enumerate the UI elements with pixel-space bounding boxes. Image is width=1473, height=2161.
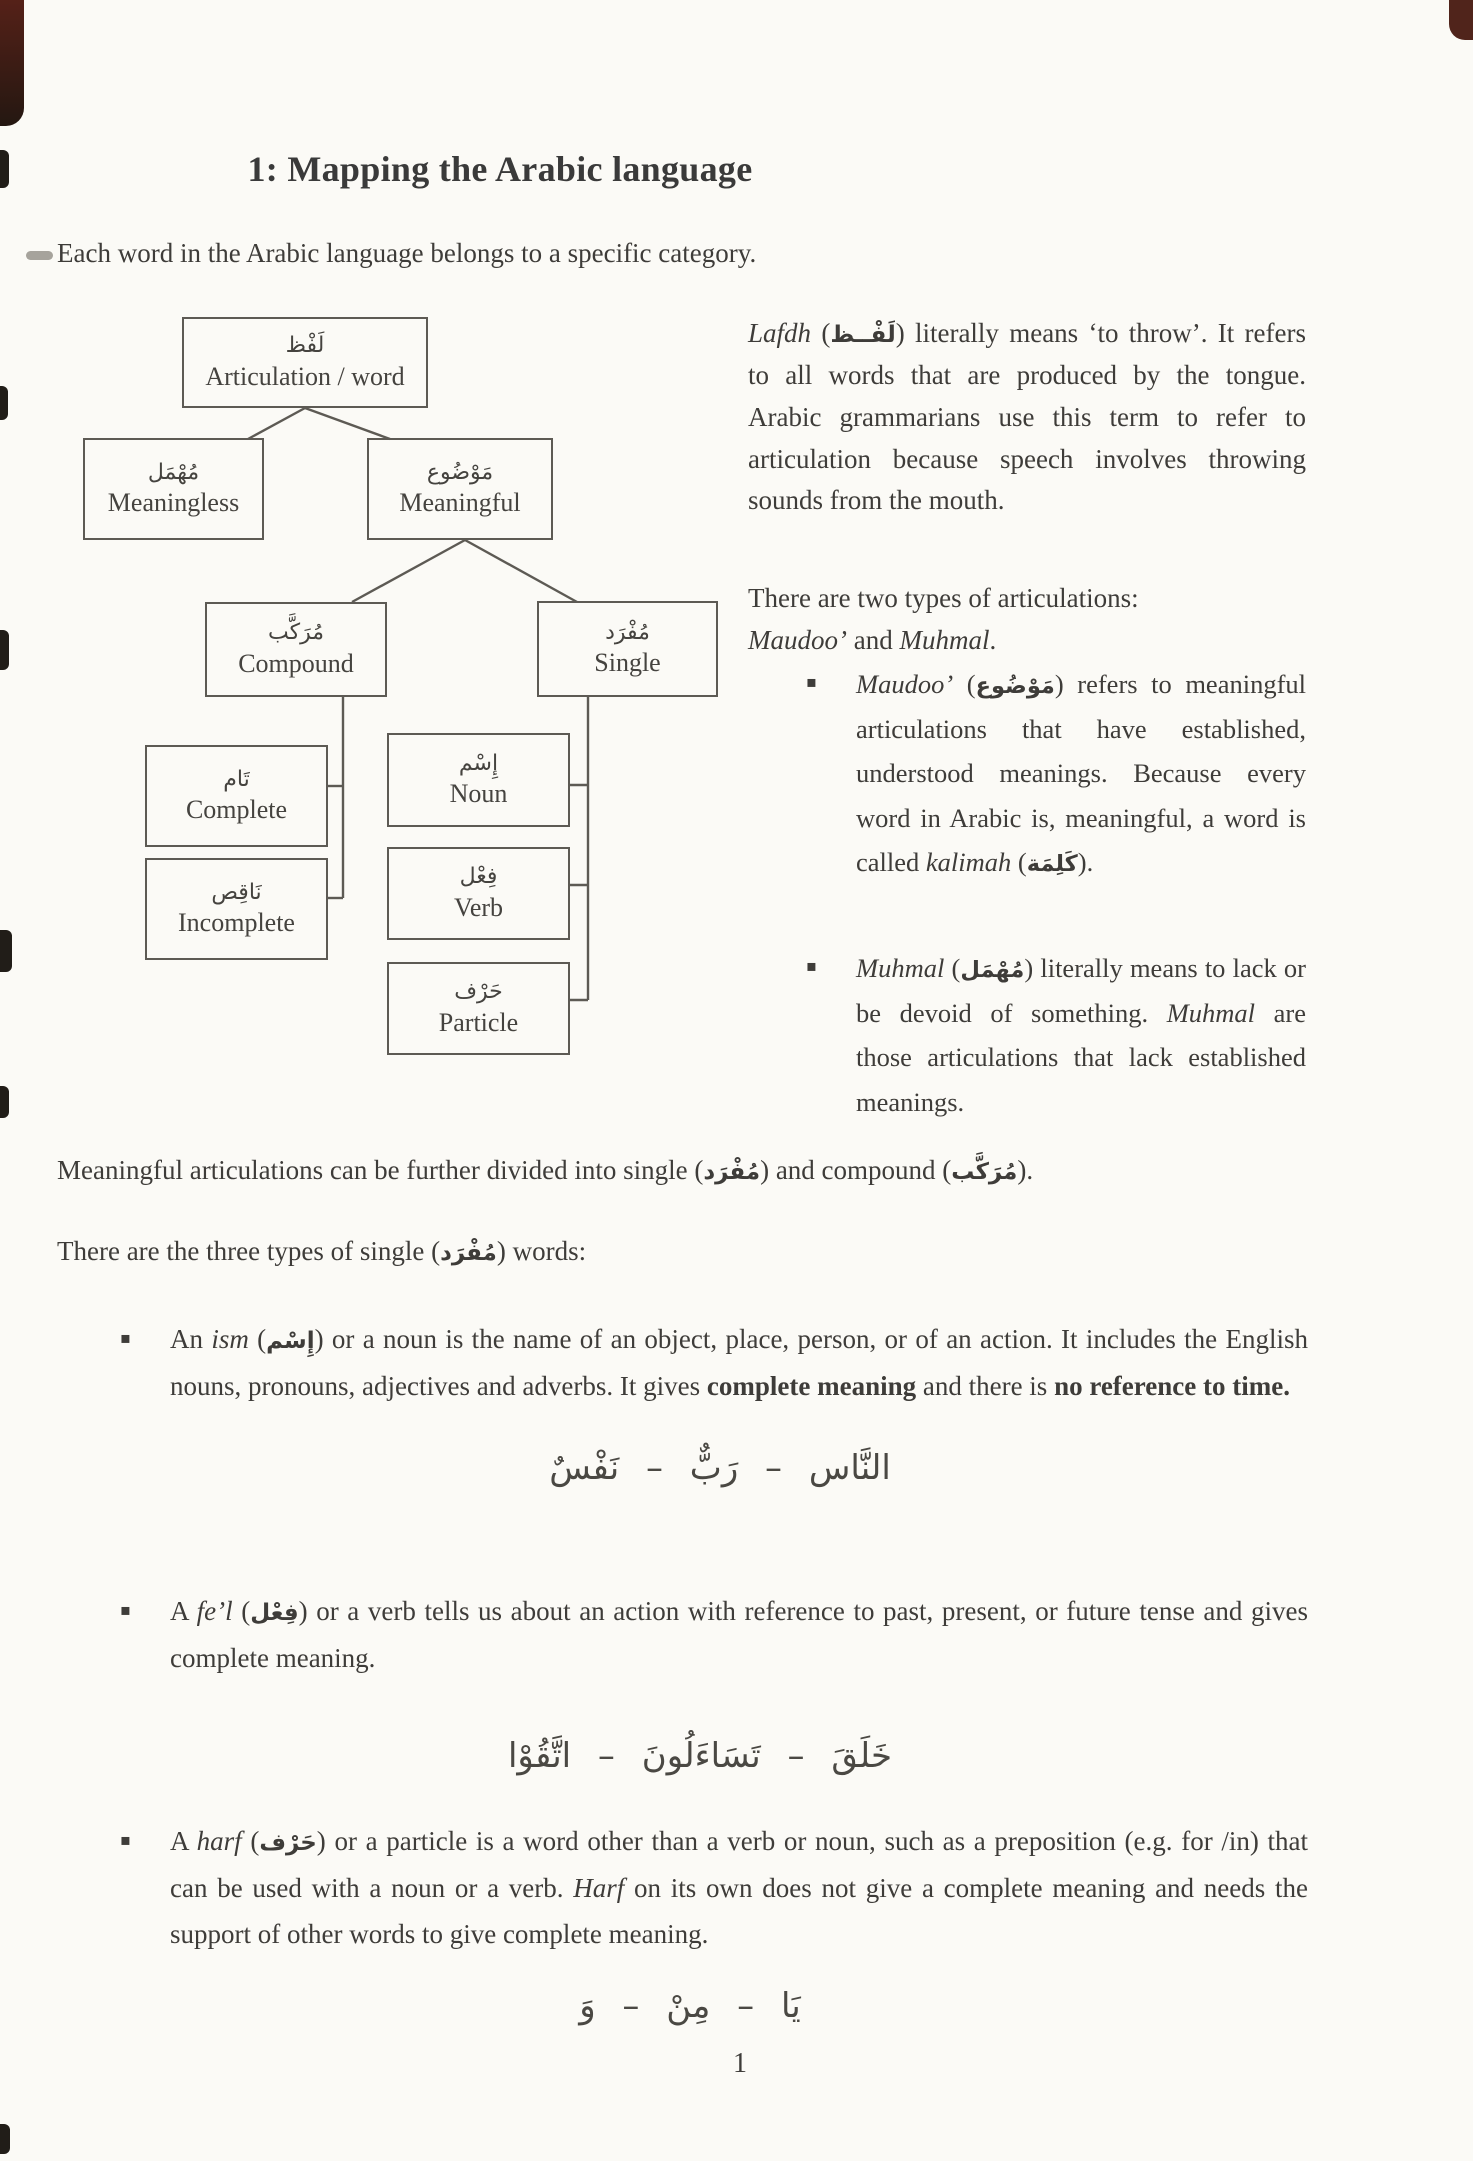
page-title: 1: Mapping the Arabic language <box>247 149 753 189</box>
text-segment: and <box>846 624 900 655</box>
italic-term: Muhmal <box>1166 997 1256 1028</box>
arabic-label: فِعْل <box>459 864 498 890</box>
scan-artifact <box>1449 0 1473 40</box>
bullet-text <box>170 1818 1308 1958</box>
paragraph-grammarians: Arabic grammarians use this term to refer to articulation because speech involves throwing sounds from the mouth. <box>748 401 1306 516</box>
paragraph-two-types <box>748 578 1306 662</box>
text-segment: are those articulations that lack established meanings. <box>856 997 1306 1117</box>
bold-phrase: complete meaning <box>706 1370 917 1401</box>
inline-arabic: مُفْرَد <box>440 1240 497 1266</box>
arabic-label: إِسْم <box>458 750 499 776</box>
italic-term: Maudoo’ <box>856 669 954 699</box>
text-segment: ) words: <box>496 1236 587 1266</box>
text-segment: ( <box>811 318 831 348</box>
scan-artifact <box>0 1086 9 1118</box>
bullet-text <box>856 662 1306 885</box>
bullet-square-icon: ▪ <box>120 1600 131 1619</box>
bullet-text <box>170 1588 1308 1681</box>
bullet-square-icon: ▪ <box>120 1328 131 1347</box>
italic-term: Maudoo’ <box>748 624 847 655</box>
arabic-label: مَوْضُوع <box>426 459 494 485</box>
diagram-node-noun <box>387 733 570 827</box>
text-segment: ( <box>232 1596 251 1626</box>
text-segment: ) or a verb tells us about an action with reference to past, present, or future tense and gives complete meaning. <box>170 1596 1308 1673</box>
italic-term: harf <box>196 1826 242 1856</box>
scan-artifact <box>0 0 24 126</box>
text-line <box>748 620 1306 662</box>
english-label: Noun <box>449 779 508 809</box>
arabic-label: نَاقِص <box>211 879 262 905</box>
diagram-node-single <box>537 601 718 697</box>
scan-artifact <box>0 2124 10 2154</box>
bullet-square-icon: ▪ <box>120 1830 131 1849</box>
arabic-label: مُهْمَل <box>147 459 200 485</box>
diagram-node-complete <box>145 745 328 847</box>
scan-artifact <box>0 630 9 670</box>
inline-arabic: إِسْم <box>266 1328 315 1354</box>
inline-arabic: مَوْضُوع <box>975 673 1055 699</box>
inline-arabic: مُفْرَد <box>703 1159 761 1185</box>
bullet-fel <box>112 1588 1308 1681</box>
text-line: There are two types of articulations: <box>748 583 1139 613</box>
scan-artifact <box>26 251 53 260</box>
bold-phrase: no reference to time. <box>1054 1370 1290 1401</box>
english-label: Compound <box>238 648 354 678</box>
list-item <box>748 662 1306 885</box>
italic-term: Harf <box>573 1872 625 1903</box>
diagram-node-incomplete <box>145 858 328 960</box>
english-label: Incomplete <box>178 908 295 938</box>
arabic-label: مُرَكَّب <box>268 620 324 646</box>
bullet-ism <box>112 1316 1308 1409</box>
arabic-label: حَرْف <box>454 979 503 1005</box>
english-label: Particle <box>438 1007 519 1037</box>
bullet-maudoo <box>748 662 1306 885</box>
text-segment: . <box>989 624 997 655</box>
text-segment: on its own does not give a complete meaning and needs the support of other words to give complete meaning. <box>170 1872 1308 1950</box>
paragraph-three-types <box>57 1236 586 1267</box>
paragraph-lafdh-definition <box>748 313 1306 522</box>
italic-term: Muhmal <box>856 953 945 983</box>
arabic-label: تَام <box>223 766 250 792</box>
diagram-node-particle <box>387 962 570 1055</box>
diagram-node-meaningless <box>83 438 264 540</box>
bullet-harf <box>112 1818 1308 1958</box>
bullet-text <box>856 946 1306 1124</box>
inline-arabic: كَلِمَة <box>1026 851 1078 878</box>
list-item <box>748 946 1306 1124</box>
text-segment: ( <box>1011 847 1027 878</box>
italic-term: kalimah <box>925 847 1012 878</box>
english-label: Meaningless <box>107 488 240 518</box>
english-label: Single <box>594 648 661 678</box>
text-segment: There are the three types of single ( <box>57 1236 441 1266</box>
text-segment: ( <box>241 1826 260 1856</box>
text-segment: ) literally means to lack or be devoid of something. <box>856 953 1307 1028</box>
text-segment: ) and compound ( <box>760 1155 952 1185</box>
text-segment: A <box>170 1826 197 1856</box>
text-segment: ) or a noun is the name of an object, place, person, or of an action. It includes the English nouns, pronouns, adjectives and adverbs. It gives <box>170 1324 1308 1401</box>
arabic-example-nouns: النَّاس – رَبٌّ – نَفْسٌ <box>549 1448 891 1488</box>
italic-term: ism <box>211 1324 249 1354</box>
scan-artifact <box>0 150 9 188</box>
bullet-square-icon: ▪ <box>806 672 817 691</box>
italic-term: fe’l <box>196 1596 233 1626</box>
arabic-example-verbs: خَلَقَ – تَسَاءَلُونَ – اتَّقُوْا <box>507 1736 892 1776</box>
diagram-node-meaningful <box>367 438 553 540</box>
arabic-label: لَفْظ <box>285 333 325 359</box>
diagram-node-verb <box>387 847 570 940</box>
english-label: Articulation / word <box>205 361 405 391</box>
text-segment: ). <box>1017 1155 1034 1185</box>
scan-artifact <box>0 930 12 972</box>
text-segment: An <box>170 1324 212 1354</box>
text-segment: A <box>170 1596 197 1626</box>
text-segment: ) refers to meaningful articulations that have established, understood meanings. Because every word in Arabic is, meaningful, a word is called <box>856 669 1307 878</box>
text-segment: ) or a particle is a word other than a verb or noun, such as a preposition (e.g. for /in) that can be used with a noun or a verb. <box>170 1826 1308 1903</box>
english-label: Meaningful <box>399 488 521 518</box>
inline-arabic: مُهْمَل <box>960 957 1025 983</box>
page-number: 1 <box>733 2048 747 2079</box>
bullet-square-icon: ▪ <box>806 956 817 975</box>
text-segment: and there is <box>916 1370 1055 1401</box>
english-label: Verb <box>453 892 504 922</box>
arabic-example-particles: يَا – مِنْ – وَ <box>579 1986 801 2026</box>
english-label: Complete <box>185 795 288 825</box>
inline-arabic: حَرْف <box>259 1830 317 1856</box>
diagram-node-compound <box>205 602 387 697</box>
bullet-text <box>170 1316 1308 1409</box>
diagram-node-articulation <box>182 317 428 408</box>
bullet-muhmal <box>748 946 1306 1124</box>
text-segment: ( <box>248 1324 267 1354</box>
scan-artifact <box>0 386 8 420</box>
text-segment: ) literally means ‘to throw’. It refers to all words that are produced by the tongue. <box>748 318 1306 390</box>
inline-arabic: لَفْــظ <box>830 322 896 348</box>
text-segment: Meaningful articulations can be further divided into single ( <box>57 1155 704 1185</box>
italic-term: Muhmal <box>899 624 990 655</box>
inline-arabic: مُرَكَّب <box>951 1159 1018 1185</box>
text-segment: ). <box>1077 847 1094 878</box>
inline-arabic: فِعْل <box>250 1600 299 1626</box>
italic-term: Lafdh <box>748 318 812 348</box>
text-segment: ( <box>944 953 961 983</box>
text-segment: ( <box>953 669 976 699</box>
arabic-label: مُفْرَد <box>605 619 650 645</box>
intro-paragraph: Each word in the Arabic language belongs to a specific category. <box>57 238 757 268</box>
paragraph-division <box>57 1155 1033 1186</box>
